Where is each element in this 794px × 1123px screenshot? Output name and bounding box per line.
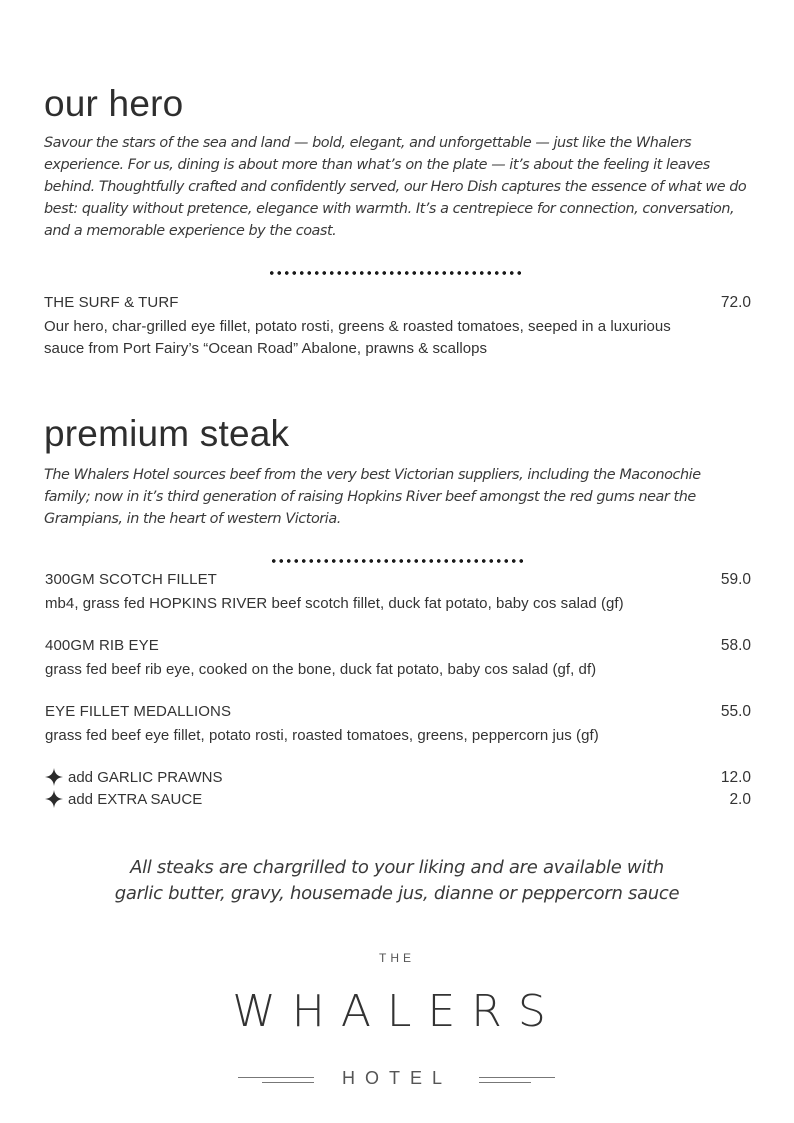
- logo-line-left: [262, 1082, 314, 1083]
- dish-price-scotch-fillet: 59.0: [720, 571, 751, 588]
- dish-description-eye-fillet-medallions: grass fed beef eye fillet, potato rosti, roasted tomatoes, greens, peppercorn jus (gf): [45, 727, 599, 744]
- logo-line-right: [479, 1082, 531, 1083]
- addon-price-extra-sauce: 2.0: [729, 791, 751, 808]
- sparkle-icon: [45, 768, 63, 786]
- addon-extra-sauce: [45, 790, 202, 808]
- logo-whalers-text: WHALERS: [232, 986, 562, 1037]
- logo-the-text: THE: [379, 951, 415, 965]
- section-heading-our-hero: our hero: [44, 83, 184, 124]
- logo-line-left: [238, 1077, 314, 1078]
- dish-price-eye-fillet-medallions: 55.0: [720, 703, 751, 720]
- dish-name-scotch-fillet: 300GM SCOTCH FILLET: [45, 571, 217, 588]
- dish-price-rib-eye: 58.0: [720, 637, 751, 654]
- dotted-divider: [268, 270, 524, 276]
- addon-label: add EXTRA SAUCE: [68, 790, 203, 808]
- sparkle-icon: [45, 790, 63, 808]
- dish-price-surf-turf: 72.0: [720, 294, 751, 311]
- addon-garlic-prawns: [45, 768, 223, 786]
- steak-intro-text: The Whalers Hotel sources beef from the very best Victorian suppliers, including the Maconochie family; now in it’s third generation of raising Hopkins River beef amongst the red gums near the Grampians, in the heart of western Victoria.: [44, 467, 701, 527]
- dotted-divider: [270, 558, 526, 564]
- sauce-note-line-1: All steaks are chargrilled to your liking and are available with: [130, 857, 664, 878]
- dish-name-eye-fillet-medallions: EYE FILLET MEDALLIONS: [45, 703, 232, 720]
- addon-price-garlic-prawns: 12.0: [720, 769, 751, 786]
- logo-hotel-text: HOTEL: [341, 1068, 452, 1088]
- dish-description-surf-turf: Our hero, char-grilled eye fillet, potato rosti, greens & roasted tomatoes, seeped in a luxurious sauce from Port Fairy’s “Ocean Road” Abalone, prawns & scallops: [44, 318, 671, 357]
- section-heading-premium-steak: premium steak: [44, 413, 290, 454]
- sauce-note-line-2: garlic butter, gravy, housemade jus, dianne or peppercorn sauce: [114, 883, 680, 904]
- dish-name-surf-turf: THE SURF & TURF: [44, 294, 179, 311]
- dish-description-rib-eye: grass fed beef rib eye, cooked on the bone, duck fat potato, baby cos salad (gf, df): [45, 661, 597, 678]
- addon-label: add GARLIC PRAWNS: [68, 768, 223, 786]
- dish-name-rib-eye: 400GM RIB EYE: [45, 637, 159, 654]
- dish-description-scotch-fillet: mb4, grass fed HOPKINS RIVER beef scotch fillet, duck fat potato, baby cos salad (gf): [45, 595, 624, 612]
- hero-intro-text: Savour the stars of the sea and land — bold, elegant, and unforgettable — just like the Whalers experience. For us, dining is about more than what’s on the plate — it’s about the feeling it leaves behind. Thoughtfully crafted and confidently served, our Hero Dish captures the essence of what we do best: quality without pretence, elegance with warmth. It’s a centrepiece for connection, conversation, and a memorable experience by the coast.: [44, 135, 747, 239]
- logo-line-right: [479, 1077, 555, 1078]
